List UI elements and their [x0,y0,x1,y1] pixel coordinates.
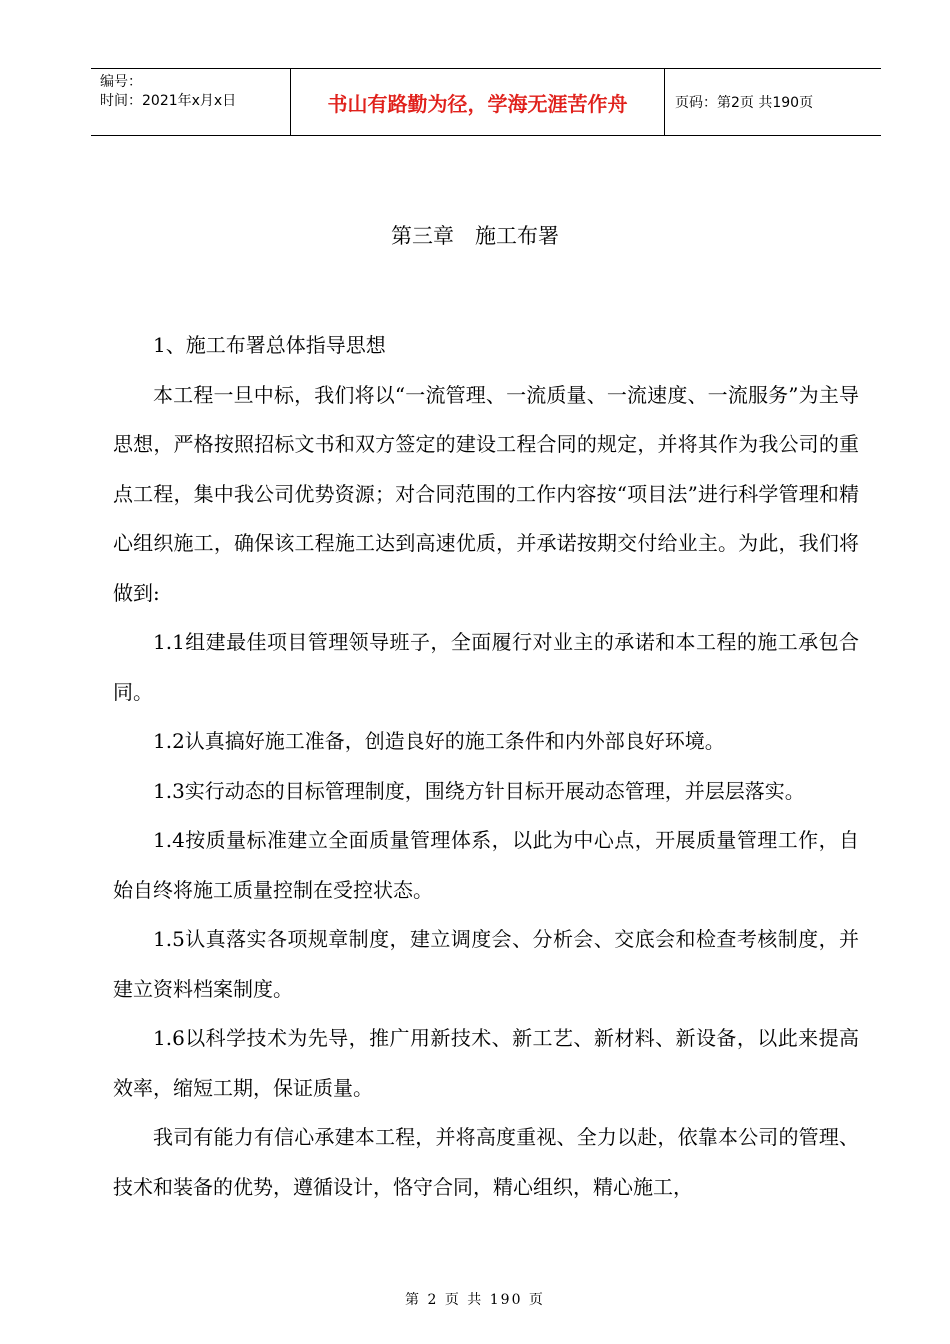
header-page-number: 页码：第2页 共190页 [675,95,814,111]
list-item: 1.5认真落实各项规章制度，建立调度会、分析会、交底会和检查考核制度，并建立资料档案制度。 [113,927,859,1001]
list-item: 1.4按质量标准建立全面质量管理体系，以此为中心点，开展质量管理工作，自始自终将施工质量控制在受控状态。 [113,828,859,902]
section-heading: 1、施工布署总体指导思想 [153,333,386,357]
header-meta [91,69,291,135]
paragraph: 我司有能力有信心承建本工程，并将高度重视、全力以赴，依靠本公司的管理、技术和装备的优势，遵循设计，恪守合同，精心组织，精心施工， [113,1125,859,1199]
list-item: 1.6以科学技术为先导，推广用新技术、新工艺、新材料、新设备，以此来提高效率，缩短工期，保证质量。 [113,1026,859,1100]
paragraph: 本工程一旦中标，我们将以“一流管理、一流质量、一流速度、一流服务”为主导思想，严格按照招标文书和双方签定的建设工程合同的规定，并将其作为我公司的重点工程，集中我公司优势资源；对合同范围的工作内容按“项目法”进行科学管理和精心组织施工，确保该工程施工达到高速优质，并承诺按期交付给业主。为此，我们将做到: [113,382,859,605]
page-footer: 第 2 页 共 190 页 [405,1292,545,1308]
header-number: 编号： [100,74,142,90]
header-motto: 书山有路勤为径，学海无涯苦作舟 [291,69,665,135]
list-item: 1.2认真搞好施工准备，创造良好的施工条件和内外部良好环境。 [153,729,725,753]
list-item: 1.1组建最佳项目管理领导班子，全面履行对业主的承诺和本工程的施工承包合同。 [113,630,859,704]
header-time: 时间：2021年x月x日 [100,93,237,109]
chapter-title: 第三章 施工布署 [391,224,559,248]
page-header [91,68,881,136]
document-body [113,321,859,1212]
list-item: 1.3实行动态的目标管理制度，围绕方针目标开展动态管理，并层层落实。 [153,778,805,803]
